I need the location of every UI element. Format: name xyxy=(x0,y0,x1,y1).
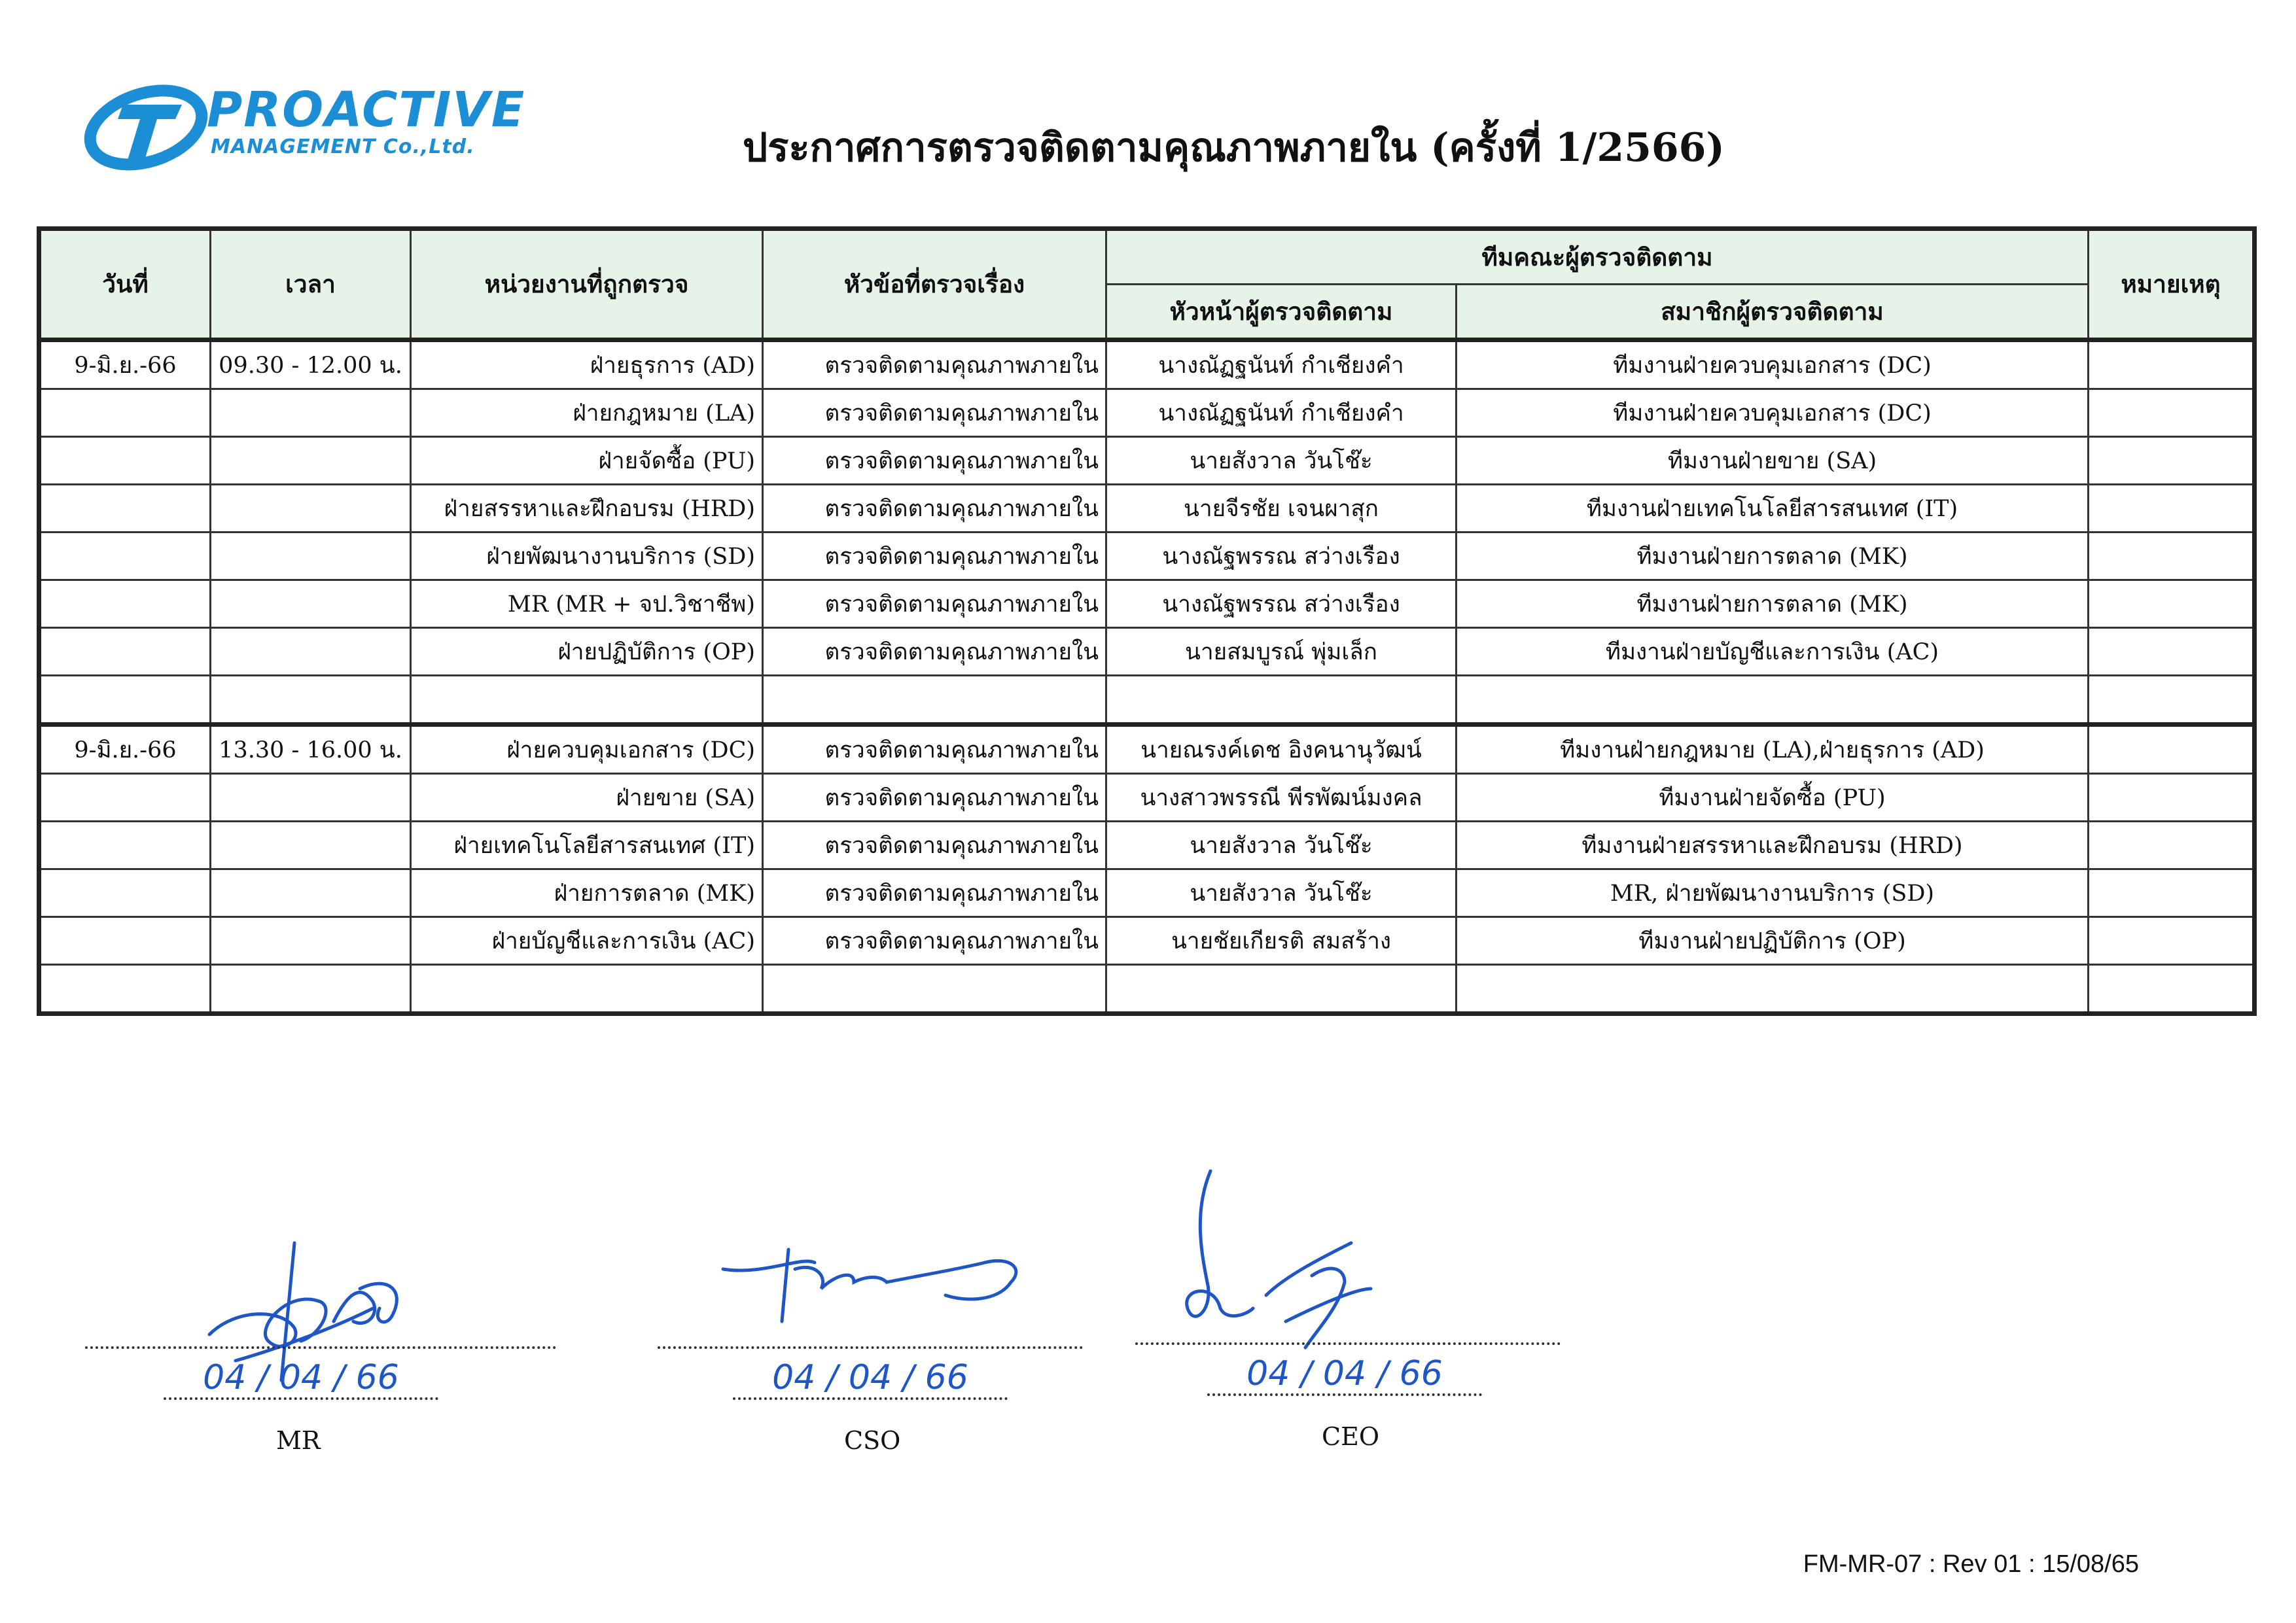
cell-remark xyxy=(2089,628,2255,676)
cell-remark xyxy=(2089,437,2255,485)
cell-topic: ตรวจติดตามคุณภาพภายใน xyxy=(763,580,1106,628)
cell-remark xyxy=(2089,580,2255,628)
cell-remark xyxy=(2089,869,2255,917)
cell-members: ทีมงานฝ่ายจัดซื้อ (PU) xyxy=(1457,774,2089,822)
table-row xyxy=(39,389,2255,437)
cell-topic: ตรวจติดตามคุณภาพภายใน xyxy=(763,628,1106,676)
cell-time xyxy=(211,676,411,725)
cell-date xyxy=(39,869,211,917)
cell-time xyxy=(211,485,411,532)
cell-topic: ตรวจติดตามคุณภาพภายใน xyxy=(763,869,1106,917)
cell-unit: ฝ่ายเทคโนโลยีสารสนเทศ (IT) xyxy=(411,822,763,869)
cell-lead: นายสังวาล วันโช๊ะ xyxy=(1106,822,1457,869)
cell-lead: นางณัฏฐนันท์ กำเชียงคำ xyxy=(1106,389,1457,437)
cell-remark xyxy=(2089,965,2255,1014)
signature-block-ceo xyxy=(1135,1158,1567,1465)
table-row xyxy=(39,822,2255,869)
cell-lead: นายสังวาล วันโช๊ะ xyxy=(1106,437,1457,485)
cell-topic xyxy=(763,965,1106,1014)
cell-time xyxy=(211,580,411,628)
cell-date xyxy=(39,485,211,532)
cell-unit: ฝ่ายจัดซื้อ (PU) xyxy=(411,437,763,485)
cell-members xyxy=(1457,965,2089,1014)
cell-unit: ฝ่ายธุรการ (AD) xyxy=(411,340,763,389)
cell-topic: ตรวจติดตามคุณภาพภายใน xyxy=(763,774,1106,822)
header-unit: หน่วยงานที่ถูกตรวจ xyxy=(411,229,763,340)
cell-remark xyxy=(2089,389,2255,437)
table-row xyxy=(39,628,2255,676)
cell-lead xyxy=(1106,676,1457,725)
cell-unit xyxy=(411,965,763,1014)
cell-lead: นางณัฐพรรณ สว่างเรือง xyxy=(1106,532,1457,580)
table-row xyxy=(39,917,2255,965)
cell-remark xyxy=(2089,532,2255,580)
cell-topic: ตรวจติดตามคุณภาพภายใน xyxy=(763,437,1106,485)
cell-members: ทีมงานฝ่ายการตลาด (MK) xyxy=(1457,532,2089,580)
header-remark: หมายเหตุ xyxy=(2089,229,2255,340)
form-code: FM-MR-07 : Rev 01 : 15/08/65 xyxy=(1803,1550,2139,1578)
logo-subtitle: MANAGEMENT Co.,Ltd. xyxy=(211,135,475,158)
cell-topic: ตรวจติดตามคุณภาพภายใน xyxy=(763,532,1106,580)
proactive-logo-icon xyxy=(84,79,208,177)
cell-unit: ฝ่ายบัญชีและการเงิน (AC) xyxy=(411,917,763,965)
cell-unit: ฝ่ายปฏิบัติการ (OP) xyxy=(411,628,763,676)
table-row xyxy=(39,869,2255,917)
cell-lead: นายสมบูรณ์ พุ่มเล็ก xyxy=(1106,628,1457,676)
cell-date xyxy=(39,389,211,437)
table-header-row xyxy=(39,229,2255,285)
cell-members: ทีมงานฝ่ายควบคุมเอกสาร (DC) xyxy=(1457,340,2089,389)
cell-date xyxy=(39,917,211,965)
cell-topic: ตรวจติดตามคุณภาพภายใน xyxy=(763,340,1106,389)
page-title: ประกาศการตรวจติดตามคุณภาพภายใน (ครั้งที่ 1/2566) xyxy=(743,125,1725,171)
cell-members: ทีมงานฝ่ายสรรหาและฝึกอบรม (HRD) xyxy=(1457,822,2089,869)
cell-time xyxy=(211,628,411,676)
cell-date xyxy=(39,628,211,676)
cell-time xyxy=(211,917,411,965)
cell-time xyxy=(211,774,411,822)
cell-date: 9-มิ.ย.-66 xyxy=(39,725,211,774)
cell-lead: นางสาวพรรณี พีรพัฒน์มงคล xyxy=(1106,774,1457,822)
cell-unit: ฝ่ายการตลาด (MK) xyxy=(411,869,763,917)
cell-time xyxy=(211,822,411,869)
cell-lead: นางณัฐพรรณ สว่างเรือง xyxy=(1106,580,1457,628)
cell-topic xyxy=(763,676,1106,725)
signature-block-cso xyxy=(658,1230,1089,1465)
table-row xyxy=(39,340,2255,389)
cell-time: 13.30 - 16.00 น. xyxy=(211,725,411,774)
cell-members: ทีมงานฝ่ายปฏิบัติการ (OP) xyxy=(1457,917,2089,965)
cell-unit: ฝ่ายควบคุมเอกสาร (DC) xyxy=(411,725,763,774)
table-row xyxy=(39,774,2255,822)
signature-role-mr: MR xyxy=(276,1426,321,1455)
cell-topic: ตรวจติดตามคุณภาพภายใน xyxy=(763,389,1106,437)
signature-date-mr: 04 / 04 / 66 xyxy=(164,1358,438,1400)
cell-unit: ฝ่ายพัฒนางานบริการ (SD) xyxy=(411,532,763,580)
cell-topic: ตรวจติดตามคุณภาพภายใน xyxy=(763,725,1106,774)
signature-date-ceo: 04 / 04 / 66 xyxy=(1207,1354,1482,1396)
audit-schedule-table xyxy=(37,226,2257,1016)
table-row xyxy=(39,485,2255,532)
company-logo xyxy=(84,79,526,177)
cell-remark xyxy=(2089,822,2255,869)
cell-date xyxy=(39,580,211,628)
cell-remark xyxy=(2089,917,2255,965)
cell-time xyxy=(211,965,411,1014)
cell-topic: ตรวจติดตามคุณภาพภายใน xyxy=(763,917,1106,965)
signature-date-cso: 04 / 04 / 66 xyxy=(733,1358,1008,1400)
table-row xyxy=(39,965,2255,1014)
cell-lead: นายณรงค์เดช อิงคนานุวัฒน์ xyxy=(1106,725,1457,774)
table-row xyxy=(39,676,2255,725)
cell-time xyxy=(211,389,411,437)
cell-remark xyxy=(2089,676,2255,725)
header-date: วันที่ xyxy=(39,229,211,340)
logo-name: PROACTIVE xyxy=(207,82,526,138)
table-row xyxy=(39,580,2255,628)
cell-lead: นายจีรชัย เจนผาสุก xyxy=(1106,485,1457,532)
cell-members: ทีมงานฝ่ายเทคโนโลยีสารสนเทศ (IT) xyxy=(1457,485,2089,532)
cell-date xyxy=(39,965,211,1014)
cell-unit: MR (MR + จป.วิชาชีพ) xyxy=(411,580,763,628)
cell-date xyxy=(39,774,211,822)
cell-lead: นายสังวาล วันโช๊ะ xyxy=(1106,869,1457,917)
cell-members: ทีมงานฝ่ายการตลาด (MK) xyxy=(1457,580,2089,628)
signature-role-ceo: CEO xyxy=(1322,1422,1379,1451)
header-team: ทีมคณะผู้ตรวจติดตาม xyxy=(1106,229,2089,285)
cell-date xyxy=(39,437,211,485)
table-row xyxy=(39,437,2255,485)
cell-topic: ตรวจติดตามคุณภาพภายใน xyxy=(763,485,1106,532)
cell-date xyxy=(39,822,211,869)
header-lead: หัวหน้าผู้ตรวจติดตาม xyxy=(1106,285,1457,340)
cell-date xyxy=(39,676,211,725)
cell-unit xyxy=(411,676,763,725)
signature-block-mr xyxy=(85,1230,451,1465)
cell-lead: นายชัยเกียรติ สมสร้าง xyxy=(1106,917,1457,965)
cell-date xyxy=(39,532,211,580)
signature-role-cso: CSO xyxy=(844,1426,901,1455)
cell-time: 09.30 - 12.00 น. xyxy=(211,340,411,389)
table-row xyxy=(39,725,2255,774)
cell-unit: ฝ่ายขาย (SA) xyxy=(411,774,763,822)
cell-remark xyxy=(2089,725,2255,774)
cell-lead: นางณัฏฐนันท์ กำเชียงคำ xyxy=(1106,340,1457,389)
cell-members: ทีมงานฝ่ายกฎหมาย (LA),ฝ่ายธุรการ (AD) xyxy=(1457,725,2089,774)
cell-unit: ฝ่ายสรรหาและฝึกอบรม (HRD) xyxy=(411,485,763,532)
cell-members xyxy=(1457,676,2089,725)
header-topic: หัวข้อที่ตรวจเรื่อง xyxy=(763,229,1106,340)
cell-members: ทีมงานฝ่ายบัญชีและการเงิน (AC) xyxy=(1457,628,2089,676)
cell-members: ทีมงานฝ่ายควบคุมเอกสาร (DC) xyxy=(1457,389,2089,437)
table-body xyxy=(39,340,2255,1014)
cell-remark xyxy=(2089,485,2255,532)
cell-time xyxy=(211,532,411,580)
cell-unit: ฝ่ายกฎหมาย (LA) xyxy=(411,389,763,437)
signature-ceo xyxy=(1135,1158,1567,1374)
header-time: เวลา xyxy=(211,229,411,340)
header-members: สมาชิกผู้ตรวจติดตาม xyxy=(1457,285,2089,340)
cell-members: MR, ฝ่ายพัฒนางานบริการ (SD) xyxy=(1457,869,2089,917)
cell-remark xyxy=(2089,340,2255,389)
cell-date: 9-มิ.ย.-66 xyxy=(39,340,211,389)
cell-members: ทีมงานฝ่ายขาย (SA) xyxy=(1457,437,2089,485)
table-row xyxy=(39,532,2255,580)
cell-lead xyxy=(1106,965,1457,1014)
cell-topic: ตรวจติดตามคุณภาพภายใน xyxy=(763,822,1106,869)
cell-remark xyxy=(2089,774,2255,822)
cell-time xyxy=(211,437,411,485)
cell-time xyxy=(211,869,411,917)
